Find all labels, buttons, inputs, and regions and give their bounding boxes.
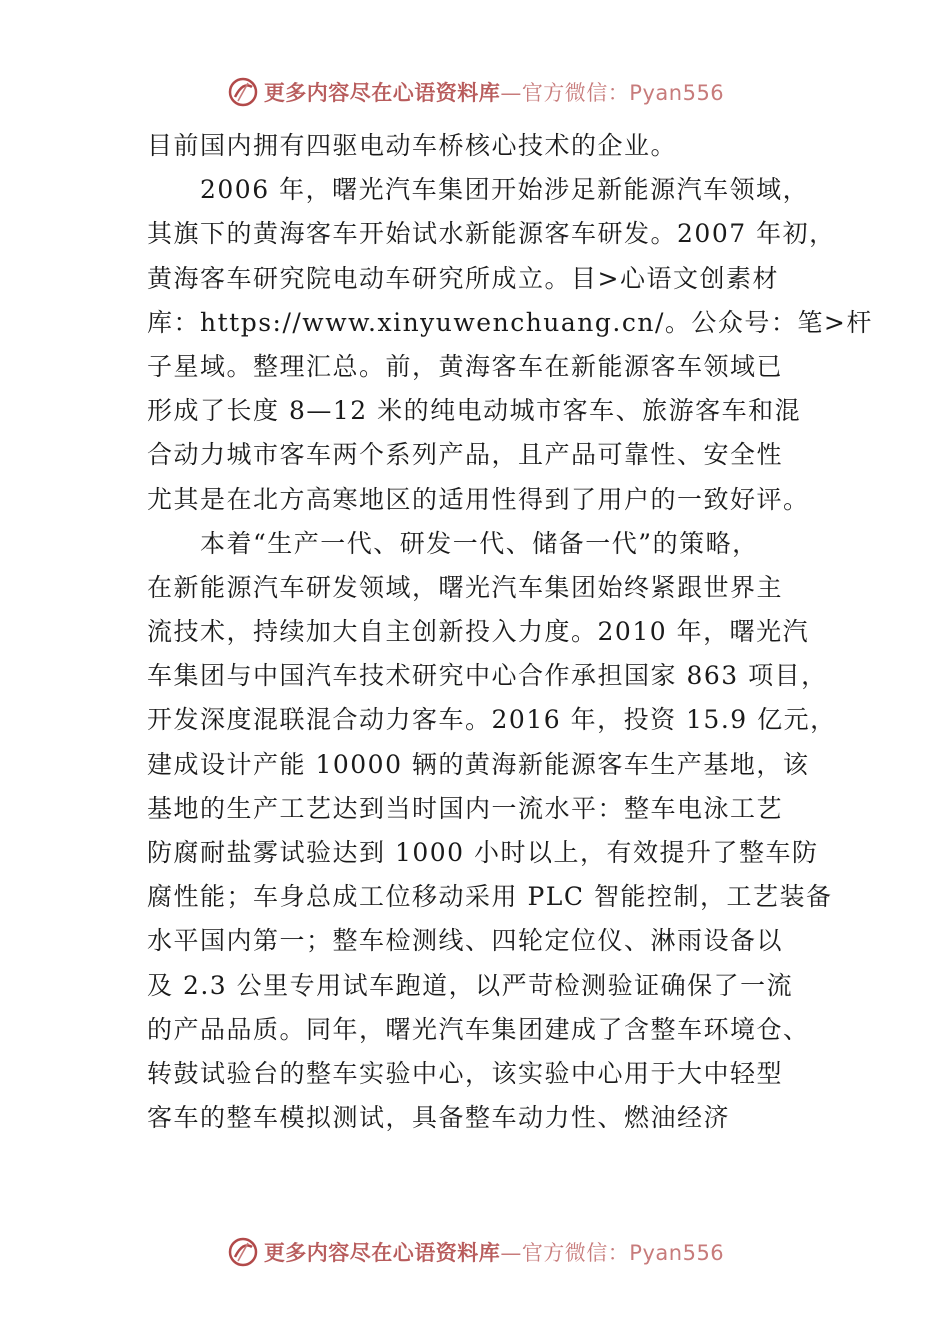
text-line: 防腐耐盐雾试验达到 1000 小时以上，有效提升了整车防 [147, 838, 819, 867]
footer-banner [0, 1230, 950, 1274]
text-line: 腐性能；车身总成工位移动采用 PLC 智能控制，工艺装备 [147, 882, 833, 912]
text-line: 基地的生产工艺达到当时国内一流水平：整车电泳工艺 [147, 793, 784, 823]
seal-logo-icon [226, 75, 260, 109]
text-line: 其旗下的黄海客车开始试水新能源客车研发。2007 年初， [147, 219, 836, 249]
text-line: 在新能源汽车研发领域，曙光汽车集团始终紧跟世界主 [147, 572, 784, 602]
text-line: 库：https://www.xinyuwenchuang.cn/。公众号：笔>杆 [147, 307, 873, 337]
text-line: 形成了长度 8—12 米的纯电动城市客车、旅游客车和混 [147, 396, 802, 426]
text-line: 转鼓试验台的整车实验中心，该实验中心用于大中轻型 [147, 1058, 784, 1088]
text-line: 车集团与中国汽车技术研究中心合作承担国家 863 项目， [147, 661, 828, 691]
footer-banner-text: 更多内容尽在心语资料库—官方微信：Pyan556 [263, 1241, 725, 1265]
text-line: 及 2.3 公里专用试车跑道，以严苛检测验证确保了一流 [147, 970, 794, 1000]
text-line: 本着“生产一代、研发一代、储备一代”的策略， [147, 528, 759, 558]
text-line: 黄海客车研究院电动车研究所成立。目>心语文创素材 [147, 263, 779, 293]
header-banner-text: 更多内容尽在心语资料库—官方微信：Pyan556 [263, 81, 725, 105]
text-line: 流技术，持续加大自主创新投入力度。2010 年，曙光汽 [147, 617, 810, 647]
text-line: 客车的整车模拟测试，具备整车动力性、燃油经济 [147, 1103, 731, 1133]
document-body [147, 124, 873, 1140]
text-line: 建成设计产能 10000 辆的黄海新能源客车生产基地，该 [147, 749, 810, 779]
text-line: 目前国内拥有四驱电动车桥核心技术的企业。 [147, 131, 678, 160]
header-banner [0, 70, 950, 114]
text-line: 尤其是在北方高寒地区的适用性得到了用户的一致好评。 [147, 484, 810, 514]
text-line: 子星域。整理汇总。前，黄海客车在新能源客车领域已 [147, 351, 784, 381]
text-line: 合动力城市客车两个系列产品，且产品可靠性、安全性 [147, 440, 784, 470]
text-line: 2006 年，曙光汽车集团开始涉足新能源汽车领域， [147, 175, 810, 205]
text-line: 开发深度混联混合动力客车。2016 年，投资 15.9 亿元， [147, 705, 837, 735]
seal-logo-icon [226, 1235, 260, 1269]
text-line: 的产品品质。同年，曙光汽车集团建成了含整车环境仓、 [147, 1014, 810, 1044]
text-line: 水平国内第一；整车检测线、四轮定位仪、淋雨设备以 [147, 926, 784, 956]
